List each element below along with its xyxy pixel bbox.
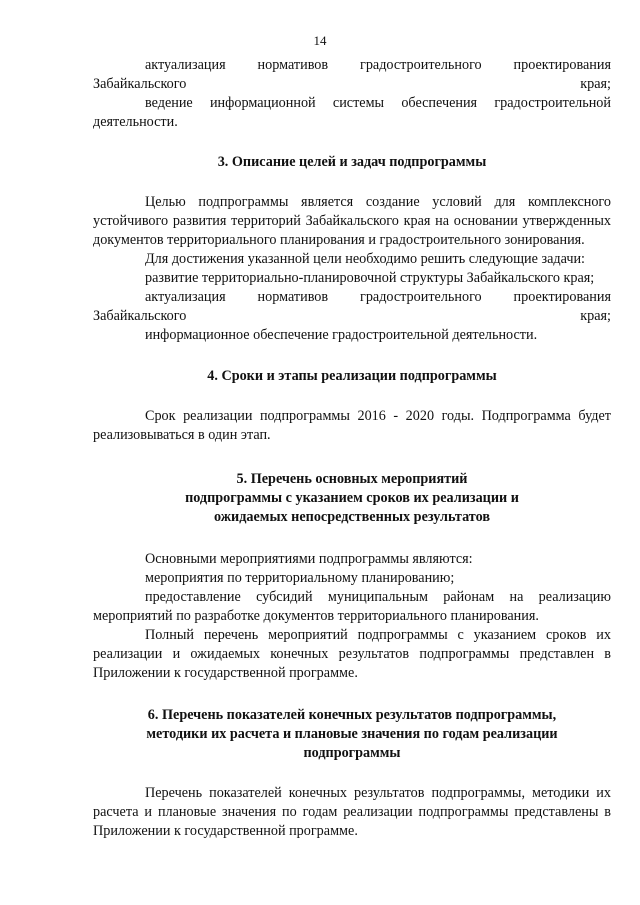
section-3-paragraph: Целью подпрограммы является создание условий для комплексного устойчивого развития территорий Забайкальского края на основании утвержденных документов территориального планирования и градостроительного зонирования. [93,194,611,248]
section-6-heading-line: 6. Перечень показателей конечных результатов подпрограммы, [147,707,557,723]
section-5-paragraph: Полный перечень мероприятий подпрограммы с указанием сроков их реализации и ожидаемых конечных результатов подпрограммы представлен в Приложении к государственной программе. [93,627,611,681]
page-number: 14 [313,33,327,48]
section-3-paragraph: информационное обеспечение градостроительной деятельности. [145,327,538,343]
section-5-heading [93,470,611,527]
section-4-body [93,407,611,445]
section-5-heading-line: ожидаемых непосредственных результатов [214,509,490,525]
section-5-paragraph: Основными мероприятиями подпрограммы являются: [145,551,473,567]
section-5-heading-line: подпрограммы с указанием сроков их реализации и [185,490,519,506]
section-6-heading-line: методики их расчета и плановые значения по годам реализации [146,726,558,742]
section-5-paragraph: предоставление субсидий муниципальным районам на реализацию мероприятий по разработке документов территориального планирования. [93,589,611,624]
section-3-paragraph: развитие территориально-планировочной структуры Забайкальского края; [145,270,595,286]
section-6-body [93,784,611,841]
page-content [93,56,611,841]
section-5-heading-line: 5. Перечень основных мероприятий [236,471,468,487]
section-3-heading: 3. Описание целей и задач подпрограммы [217,154,487,170]
section-6-heading [93,706,611,763]
intro-paragraph: ведение информационной системы обеспечения градостроительной деятельности. [93,95,611,130]
section-5-body [93,550,611,683]
section-6-paragraph: Перечень показателей конечных результатов подпрограммы, методики их расчета и плановые значения по годам реализации подпрограммы представлены в Приложении к государственной программе. [93,785,611,839]
section-3-body [93,193,611,345]
section-5-paragraph: мероприятия по территориальному планированию; [145,570,455,586]
intro-paragraph: актуализация нормативов градостроительного проектирования Забайкальского края; [93,57,611,92]
section-4-paragraph: Срок реализации подпрограммы 2016 - 2020 годы. Подпрограмма будет реализовываться в один этап. [93,408,611,443]
section-3-paragraph: Для достижения указанной цели необходимо решить следующие задачи: [145,251,585,267]
section-3-paragraph: актуализация нормативов градостроительного проектирования Забайкальского края; [93,289,611,324]
section-4-heading: 4. Сроки и этапы реализации подпрограммы [207,368,497,384]
section-6-heading-line: подпрограммы [303,745,401,761]
